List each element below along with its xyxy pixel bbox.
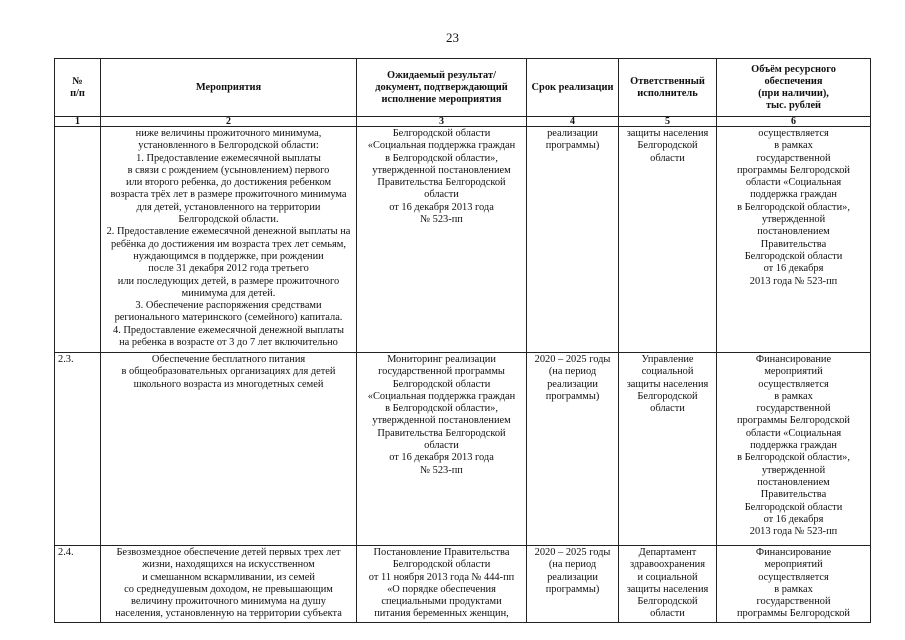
text-line: государственной программы [378,366,505,378]
text-line: программы) [545,390,600,402]
text-line: Белгородской области [392,378,491,390]
text-line: исполнитель [637,87,698,99]
text-line: области [650,403,685,415]
term-cell [527,546,619,623]
text-line: в связи с рождением (усыновлением) первого [127,164,330,176]
column-number: 1 [55,117,101,127]
responsible-cell [619,546,717,623]
text-line: на ребенка в возрасте от 3 до 7 лет включительно [119,337,338,349]
text-line: исполнение мероприятия [381,93,502,105]
header-responsible [619,59,717,117]
text-line: осуществляется [758,571,829,583]
text-line: поддержка граждан [750,440,837,452]
column-number: 4 [527,117,619,127]
text-line: Мониторинг реализации [387,354,496,365]
text-line: нуждающимся в поддержке, при рождении [133,250,324,262]
text-line: Белгородской [637,596,698,608]
text-line: поддержка граждан [750,189,837,201]
responsible-cell [619,353,717,546]
text-line: в Белгородской области», [385,403,498,415]
text-line: области «Социальная [745,177,842,189]
text-line: области [424,189,459,201]
text-line: утвержденной постановлением [372,164,511,176]
text-line: утвержденной постановлением [372,415,511,427]
header-result [357,59,527,117]
text-line: Правительства [760,489,827,501]
text-line: 4. Предоставление ежемесячной денежной выплаты [113,324,344,336]
row-number: 2.4. [55,546,101,623]
text-line: программы Белгородской [737,415,850,427]
text-line: в рамках [774,583,813,595]
text-line: Ответственный [630,75,705,87]
table-row [55,546,871,623]
text-line: или второго ребенка, до достижения ребенком [125,177,332,189]
text-line: Белгородской области [392,128,491,139]
text-line: 3. Обеспечение распоряжения средствами [135,300,322,312]
text-line: специальными продуктами [381,596,502,608]
text-line: 2020 – 2025 годы [534,354,611,365]
column-number: 6 [717,117,871,127]
text-line: № 523-пп [420,214,463,226]
text-line: Мероприятия [195,81,262,93]
text-line: постановлением [757,476,830,488]
text-line: после 31 декабря 2012 года третьего [148,263,309,275]
text-line: Белгородской области [744,250,843,262]
text-line: защиты населения [626,583,709,595]
page-number: 23 [446,30,459,45]
text-line: в Белгородской области», [737,201,850,213]
text-line: «О порядке обеспечения [387,583,496,595]
text-line: документ, подтверждающий [375,81,508,93]
column-number: 2 [101,117,357,127]
text-line: «Социальная поддержка граждан [367,390,516,402]
text-line: реализации [547,378,598,390]
text-line: Объём ресурсного [751,63,836,75]
text-line: Белгородской области [392,559,491,571]
column-number: 3 [357,117,527,127]
column-numbers-row [55,117,871,127]
text-line: программы Белгородской [737,608,850,620]
text-line: в рамках [774,390,813,402]
text-line: (при наличии), [758,87,829,99]
text-line: в общеобразовательных организациях для детей [121,366,336,378]
header-activities [101,59,357,117]
text-line: минимума для детей. [181,287,276,299]
text-line: обеспечения [764,75,823,87]
term-cell [527,127,619,353]
text-line: программы) [545,583,600,595]
text-line: реализации [547,128,598,139]
text-line: государственной [756,152,831,164]
resources-cell [717,353,871,546]
text-line: в рамках [774,140,813,152]
text-line: питания беременных женщин, [374,608,509,620]
text-line: со среднедушевым доходом, не превышающим [124,583,333,595]
text-line: Постановление Правительства [373,547,510,558]
activities-cell [101,353,357,546]
text-line: программы) [545,140,600,152]
text-line: Финансирование [755,354,832,365]
text-line: «Социальная поддержка граждан [367,140,516,152]
text-line: области [650,152,685,164]
text-line: мероприятий [764,366,823,378]
text-line: 2013 года № 523-пп [749,526,838,538]
text-line: области [424,440,459,452]
text-line: для детей, установленного на территории [136,201,321,213]
text-line: социальной [641,366,694,378]
text-line: 1. Предоставление ежемесячной выплаты [136,152,321,164]
text-line: 2013 года № 523-пп [749,275,838,287]
text-line: Белгородской [637,140,698,152]
text-line: № [72,75,83,87]
text-line: государственной [756,403,831,415]
text-line: области «Социальная [745,427,842,439]
resources-cell [717,127,871,353]
text-line: от 16 декабря 2013 года [389,452,494,464]
text-line: от 16 декабря [763,263,824,275]
text-line: постановлением [757,226,830,238]
text-line: здравоохранения [629,559,706,571]
text-line: Безвозмездное обеспечение детей первых трех лет [116,547,341,558]
text-line: Белгородской области. [178,214,279,226]
row-number [55,127,101,353]
text-line: тыс. рублей [765,99,822,111]
text-line: Правительства Белгородской [377,177,506,189]
text-line: государственной [756,596,831,608]
text-line: установленного в Белгородской области: [138,140,319,152]
text-line: защиты населения [626,378,709,390]
text-line: или последующих детей, в размере прожиточного [117,275,340,287]
text-line: и социальной [637,571,698,583]
text-line: Белгородской области [744,501,843,513]
text-line: жизни, находящихся на искусственном [142,559,315,571]
table-row [55,353,871,546]
term-cell [527,353,619,546]
text-line: программы Белгородской [737,164,850,176]
row-number: 2.3. [55,353,101,546]
text-line: п/п [70,87,85,99]
text-line: Обеспечение бесплатного питания [151,354,306,365]
header-num [55,59,101,117]
text-line: Ожидаемый результат/ [387,69,496,81]
text-line: Правительства Белгородской [377,427,506,439]
text-line: населения, установленную на территории субъекта [115,608,342,620]
text-line: от 16 декабря [763,513,824,525]
text-line: регионального материнского (семейного) капитала. [114,312,343,324]
text-line: школьного возраста из многодетных семей [133,378,324,390]
result-cell [357,353,527,546]
text-line: величину прожиточного минимума на душу [131,596,326,608]
text-line: ребёнка до достижения им возраста трех лет семьям, [111,238,346,250]
text-line: № 523-пп [420,464,463,476]
column-number: 5 [619,117,717,127]
resources-cell [717,546,871,623]
text-line: осуществляется [758,128,829,139]
text-line: утвержденной [761,214,826,226]
activities-cell [101,546,357,623]
responsible-cell [619,127,717,353]
text-line: мероприятий [764,559,823,571]
text-line: реализации [547,571,598,583]
activities-table [54,58,871,623]
text-line: от 11 ноября 2013 года № 444-пп [368,571,515,583]
text-line: (на период [548,559,597,571]
text-line: утвержденной [761,464,826,476]
table-row [55,127,871,353]
text-line: Управление [641,354,694,365]
text-line: от 16 декабря 2013 года [389,201,494,213]
text-line: Белгородской [637,390,698,402]
text-line: защиты населения [626,128,709,139]
result-cell [357,546,527,623]
result-cell [357,127,527,353]
activities-cell [101,127,357,353]
text-line: Финансирование [755,547,832,558]
text-line: ниже величины прожиточного минимума, [135,128,322,139]
header-term [527,59,619,117]
text-line: осуществляется [758,378,829,390]
text-line: (на период [548,366,597,378]
text-line: в Белгородской области», [737,452,850,464]
header-resources [717,59,871,117]
text-line: 2020 – 2025 годы [534,547,611,558]
text-line: и смешанном вскармливании, из семей [142,571,315,583]
text-line: в Белгородской области», [385,152,498,164]
text-line: возраста трёх лет в размере прожиточного минимума [110,189,347,201]
text-line: 2. Предоставление ежемесячной денежной выплаты на [106,226,351,238]
text-line: Срок реализации [531,81,614,93]
header-row [55,59,871,117]
text-line: Правительства [760,238,827,250]
text-line: области [650,608,685,620]
text-line: Департамент [638,547,697,558]
